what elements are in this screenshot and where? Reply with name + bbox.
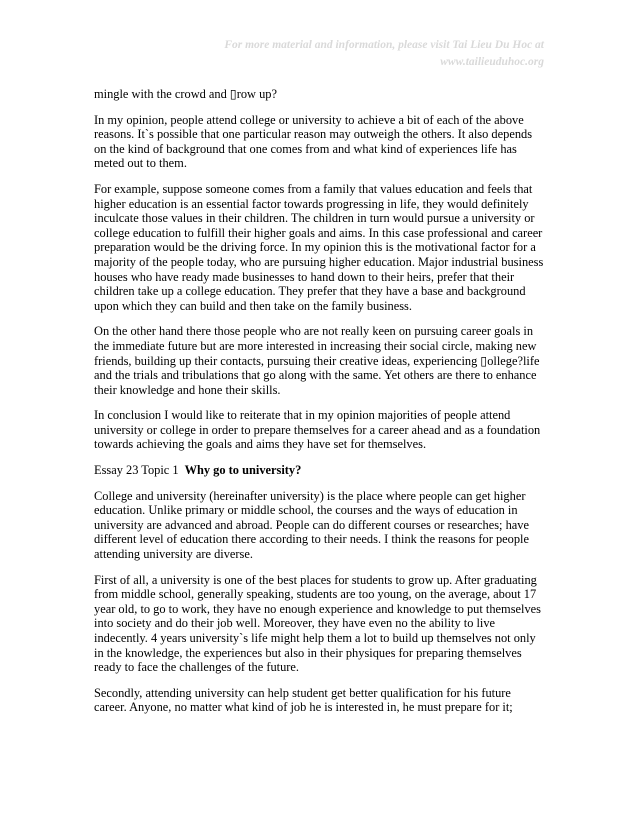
paragraph-5: In conclusion I would like to reiterate that in my opinion majorities of people attend university or college in order to prepare themselves for a career ahead and as a foundation towards achieving the goals and aims they have set for themselves. [94,408,541,452]
essay-heading [94,463,546,478]
paragraph-1: mingle with the crowd and ▯row up? [94,87,277,101]
paragraph-2: In my opinion, people attend college or university to achieve a bit of each of the above reasons. It`s possible that one particular reason may outweigh the others. It also depends on the kind of background that one comes from and what kind of experiences life has meted out to them. [94,112,533,171]
page-header [144,37,544,71]
essay-paragraph-1: College and university (hereinafter university) is the place where people can get higher education. Unlike primary or middle school, the courses and the ways of education in university are advanced and abroad. People can do different courses or researches; have different level of education there according to their needs. I think the reasons for people attending university are diverse. [94,488,529,562]
essay-paragraph-2: First of all, a university is one of the best places for students to grow up. After graduating from middle school, generally speaking, students are too young, on the average, about 17 year old, to go to work, they have no enough experience and knowledge to put themselves into society and do their job well. Moreover, they have even no the ability to live indecently. 4 years university`s life might help them a lot to build up themselves not only in the knowledge, the experiences but also in their physiques for preparing themselves ready to face the challenges of the future. [94,572,541,675]
document-body [94,87,546,726]
paragraph-4: On the other hand there those people who are not really keen on pursuing career goals in the immediate future but are more interested in increasing their social circle, making new friends, building up their contacts, pursuing their creative ideas, experiencing ▯ollege?life and the trials and tribulations that go along with the same. Yet others are there to enhance their knowledge and hone their skills. [94,324,540,397]
essay-label: Essay 23 Topic 1 [94,463,179,478]
essay-title: Why go to university? [184,463,302,478]
essay-paragraph-3: Secondly, attending university can help student get better qualification for his future career. Anyone, no matter what kind of job he is interested in, he must prepare for it; [94,685,513,715]
header-line-1: For more material and information, please visit Tai Lieu Du Hoc at [224,39,544,51]
paragraph-3: For example, suppose someone comes from a family that values education and feels that higher education is an essential factor towards progressing in life, they would definitely inculcate those values in their children. The children in turn would pursue a university or college education to fulfill their higher goals and aims. In this case professional and career preparation would be the driving force. In my opinion this is the motivational factor for a majority of the people today, who are pursuing higher education. Major industrial business houses who have ready made businesses to hand down to their heirs, prefer that their children take up a college education. They prefer that they have a base and background upon which they can build and then take on the family business. [94,181,544,313]
header-line-2: www.tailieuduhoc.org [440,56,544,68]
